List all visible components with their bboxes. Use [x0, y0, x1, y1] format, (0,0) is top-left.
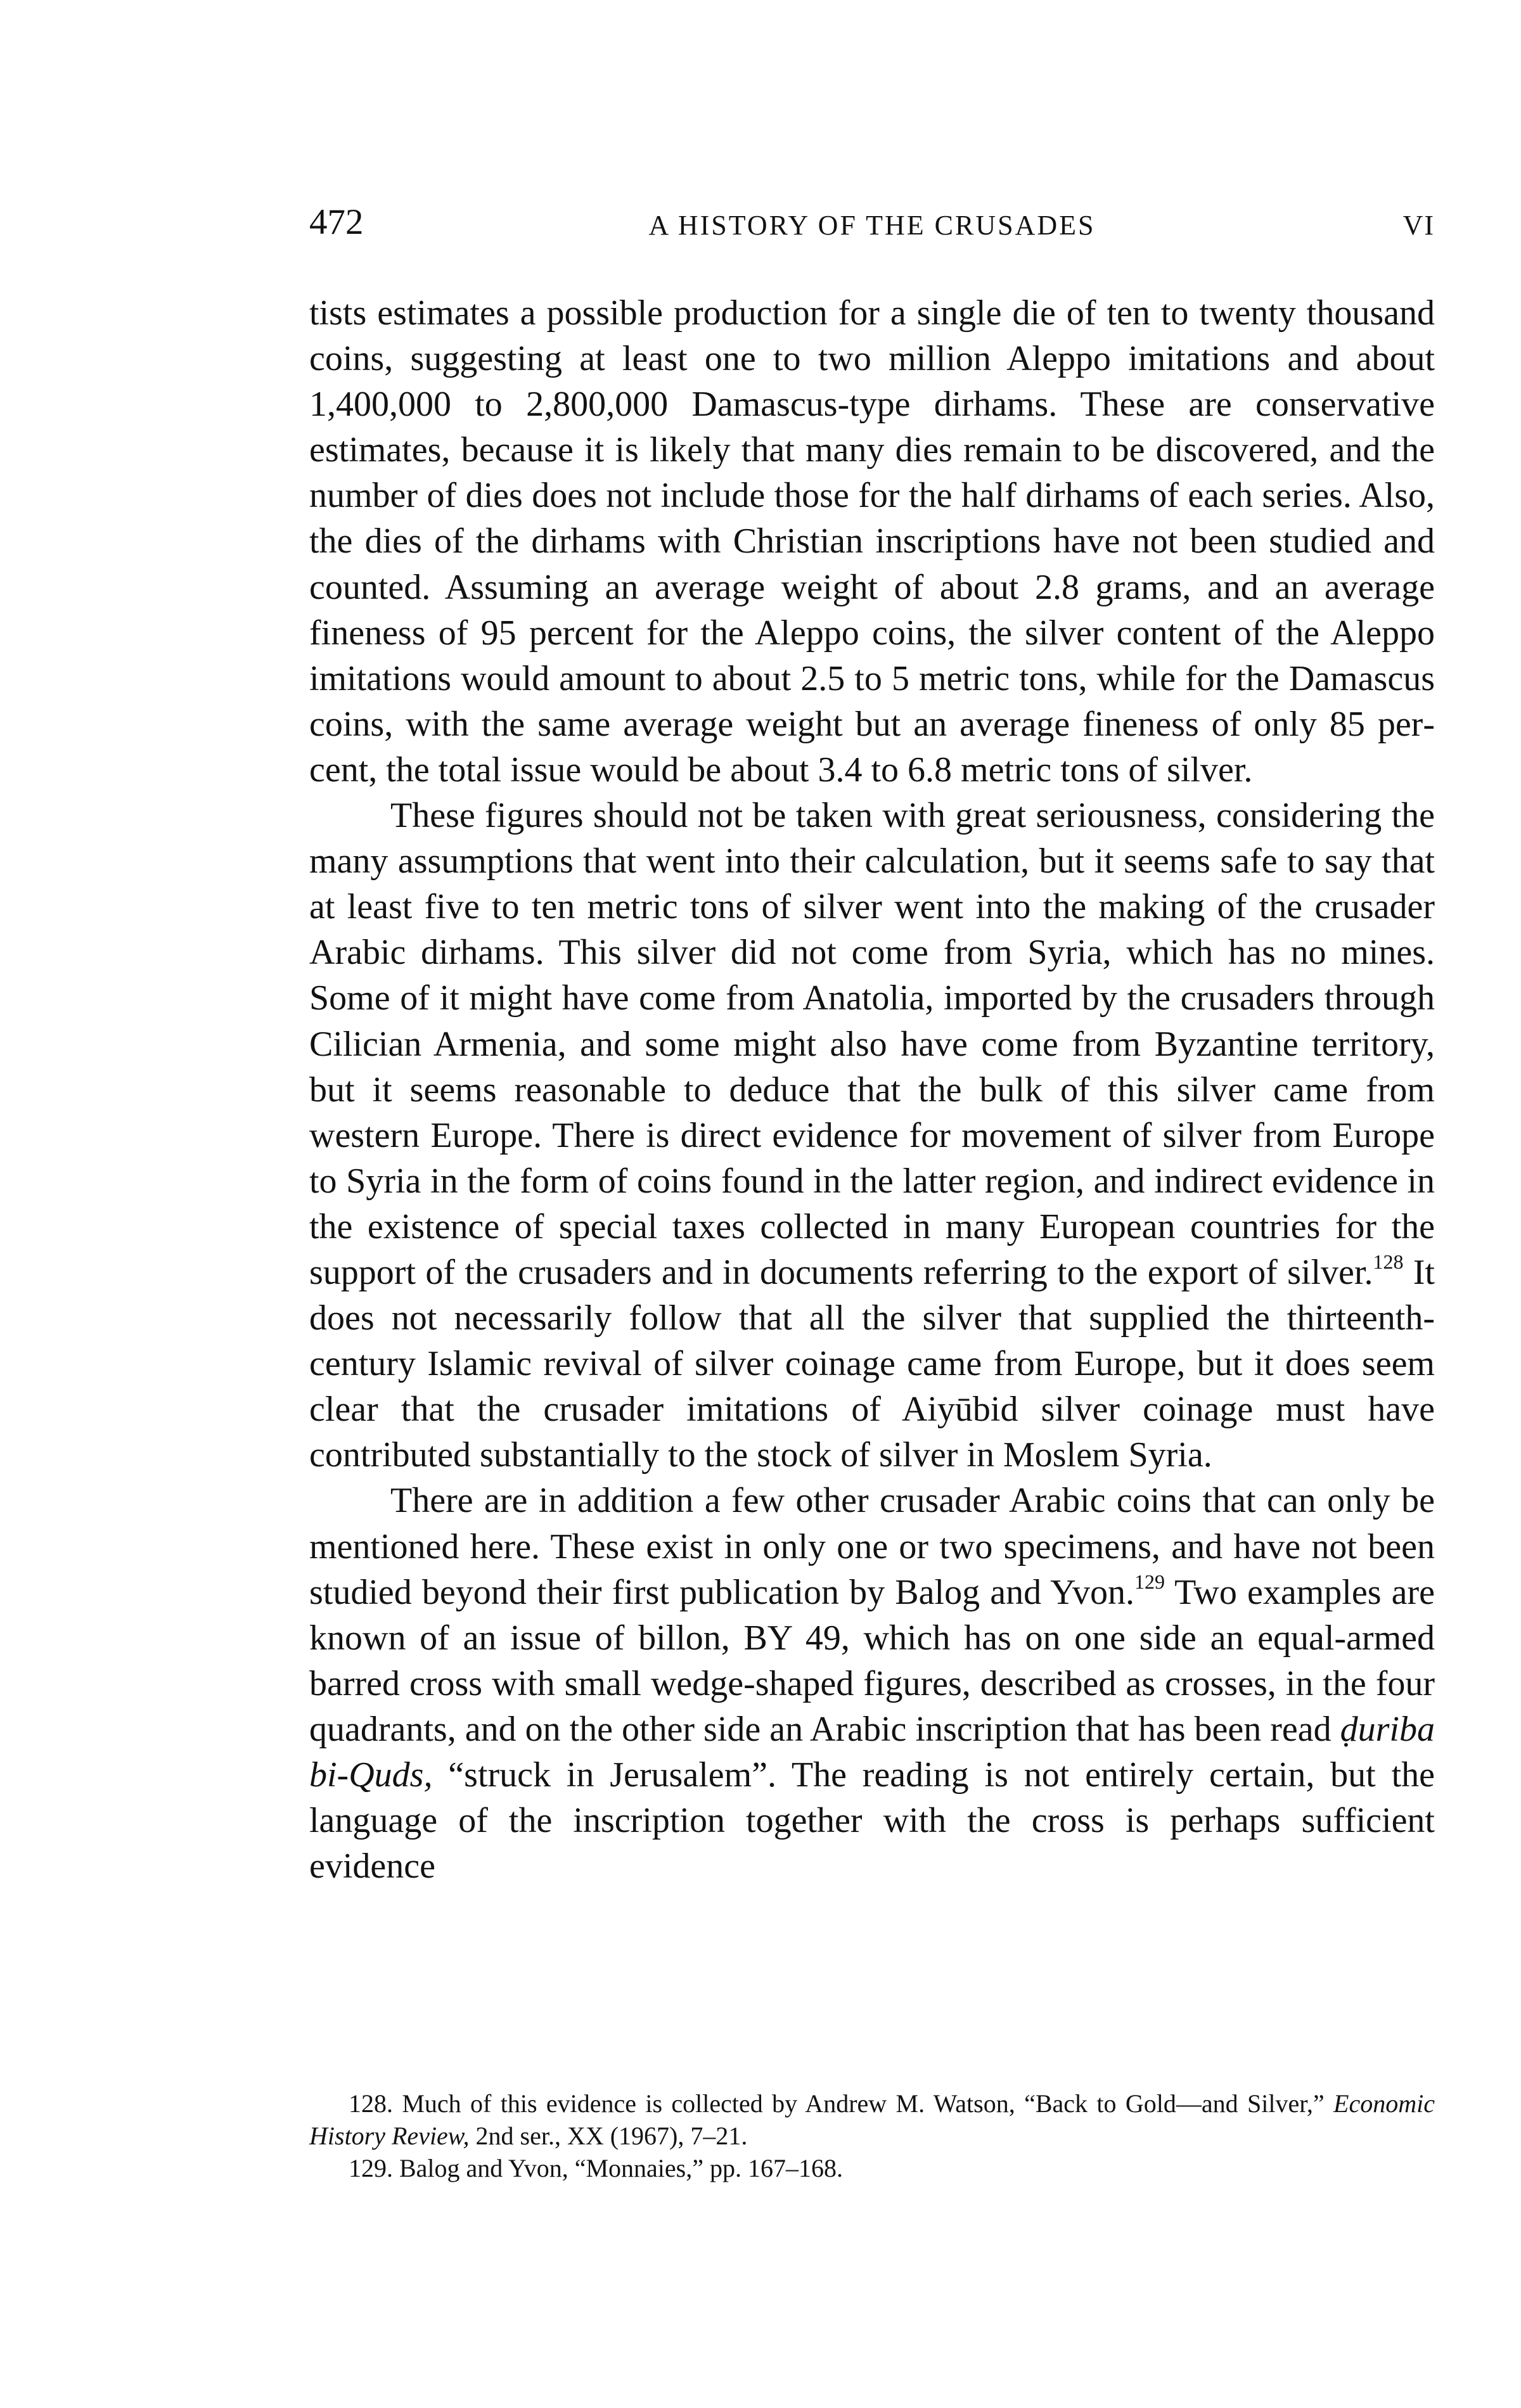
page-number: 472 — [309, 202, 364, 242]
paragraph-3-text-c: “struck in Jerusalem”. The reading is not entirely certain, but the language of the inscription together with the cross is perhaps sufficient evidence — [309, 1755, 1435, 1886]
footnote-129 — [309, 2152, 1435, 2184]
paragraph-3-italic: ḍuriba bi-Quds, — [309, 1709, 1435, 1795]
footnote-128-italic: Economic History Review, — [309, 2089, 1435, 2150]
footnote-128-text-a: 128. Much of this evidence is collected by Andrew M. Watson, “Back to Gold—and Silver,” — [349, 2089, 1334, 2118]
chapter-number: VI — [1402, 210, 1435, 241]
paragraph-2-text-b: It does not necessarily follow that all the silver that supplied the thirteenth-century Islamic revival of silver coinage came from Europe, but it does seem clear that the crusader imitations of Aiyūbid silver coinage must have contributed substantially to the stock of silver in Moslem Syria. — [309, 1252, 1435, 1475]
paragraph-3-text-b: Two examples are known of an issue of billon, BY 49, which has on one side an equal-armed barred cross with small wedge-shaped figures, described as crosses, in the four quadrants, and on the other side an Arabic inscription that has been read — [309, 1572, 1435, 1749]
footnote-ref-128: 128 — [1373, 1250, 1404, 1273]
paragraph-1 — [309, 290, 1435, 793]
paragraph-2-text-a: These figures should not be taken with great seriousness, considering the many assumptions that went into their calculation, but it seems safe to say that at least five to ten metric tons of silver went into the making of the crusader Arabic dirhams. This silver did not come from Syria, which has no mines. Some of it might have come from Anatolia, imported by the crusaders through Cilician Armenia, and some might also have come from Byzantine territory, but it seems reasonable to deduce that the bulk of this silver came from western Europe. There is direct evidence for movement of silver from Europe to Syria in the form of coins found in the latter region, and indirect evidence in the existence of special taxes collected in many European countries for the support of the crusaders and in documents referring to the export of silver. — [309, 796, 1435, 1292]
paragraph-3 — [309, 1478, 1435, 1889]
footnotes — [309, 2087, 1435, 2184]
page-header — [309, 202, 1435, 259]
paragraph-1-text: tists estimates a possible production for a single die of ten to twenty thousand coins, suggesting at least one to two million Aleppo imitations and about 1,400,000 to 2,800,000 Damascus-type dirhams. These are conservative estimates, because it is likely that many dies remain to be discovered, and the number of dies does not include those for the half dirhams of each series. Also, the dies of the dirhams with Christian inscriptions have not been studied and counted. Assuming an average weight of about 2.8 grams, and an average fineness of 95 percent for the Aleppo coins, the silver content of the Aleppo imitations would amount to about 2.5 to 5 metric tons, while for the Damascus coins, with the same average weight but an average fineness of only 85 percent, the total issue would be about 3.4 to 6.8 metric tons of silver. — [309, 293, 1435, 790]
footnote-ref-129: 129 — [1134, 1570, 1165, 1593]
body-text — [309, 290, 1435, 1889]
footnote-128 — [309, 2087, 1435, 2152]
paragraph-2 — [309, 793, 1435, 1478]
footnote-129-text: 129. Balog and Yvon, “Monnaies,” pp. 167–168. — [349, 2154, 843, 2182]
paragraph-3-text-a: There are in addition a few other crusader Arabic coins that can only be mentioned here. These exist in only one or two specimens, and have not been studied beyond their first publication by Balog and Yvon. — [309, 1481, 1435, 1612]
footnote-128-text-b: 2nd ser., XX (1967), 7–21. — [469, 2122, 748, 2150]
running-title: A HISTORY OF THE CRUSADES — [648, 210, 1096, 241]
